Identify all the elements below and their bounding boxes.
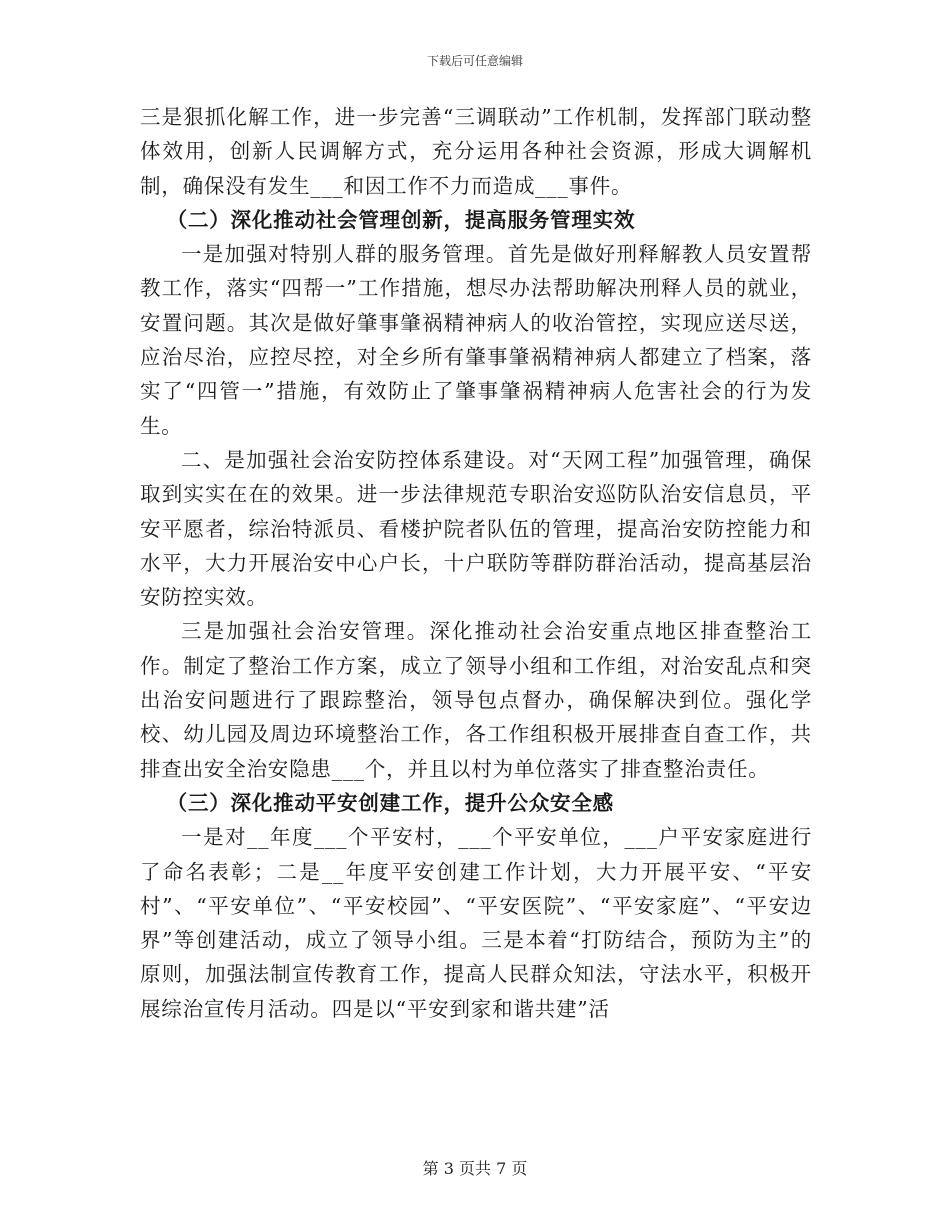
section-heading-3: （三）深化推动平安创建工作，提升公众安全感	[166, 790, 614, 815]
paragraph-special-groups: 一是加强对特别人群的服务管理。首先是做好刑释解教人员安置帮教工作，落实“四帮一”工作措施，想尽办法帮助解决刑释人员的就业，安置问题。其次是做好肇事肇祸精神病人的收治管控，实现应送尽送，应治尽治，应控尽控，对全乡所有肇事肇祸精神病人都建立了档案，落实了“四管一”措施，有效防止了肇事肇祸精神病人危害社会的行为发生。	[140, 242, 812, 438]
paragraph-mediation: 三是狠抓化解工作，进一步完善“三调联动”工作机制，发挥部门联动整体效用，创新人民调解方式，充分运用各种社会资源，形成大调解机制，确保没有发生___和因工作不力而造成___事件。	[140, 105, 812, 198]
document-body	[140, 100, 812, 1026]
page-footer: 第 3 页共 7 页	[422, 1159, 528, 1178]
paragraph-safety-creation: 一是对__年度___个平安村，___个平安单位，___户平安家庭进行了命名表彰；二是__年度平安创建工作计划，大力开展平安、“平安村”、“平安单位”、“平安校园”、“平安医院”、“平安家庭”、“平安边界”等创建活动，成立了领导小组。三是本着“打防结合，预防为主”的原则，加强法制宣传教育工作，提高人民群众知法，守法水平，积极开展综治宣传月活动。四是以“平安到家和谐共建”活	[140, 825, 812, 1021]
page-header: 下载后可任意编辑	[426, 54, 523, 68]
paragraph-security-management: 三是加强社会治安管理。深化推动社会治安重点地区排查整治工作。制定了整治工作方案，成立了领导小组和工作组，对治安乱点和突出治安问题进行了跟踪整治，领导包点督办，确保解决到位。强化学校、幼儿园及周边环境整治工作，各工作组积极开展排查自查工作，共排查出安全治安隐患___个，并且以村为单位落实了排查整治责任。	[140, 619, 812, 781]
section-heading-2: （二）深化推动社会管理创新，提高服务管理实效	[166, 207, 636, 232]
paragraph-security-prevention: 二、是加强社会治安防控体系建设。对“天网工程”加强管理，确保取到实实在在的效果。进一步法律规范专职治安巡防队治安信息员，平安平愿者，综治特派员、看楼护院者队伍的管理，提高治安防控能力和水平，大力开展治安中心户长，十户联防等群防群治活动，提高基层治安防控实效。	[140, 447, 812, 610]
